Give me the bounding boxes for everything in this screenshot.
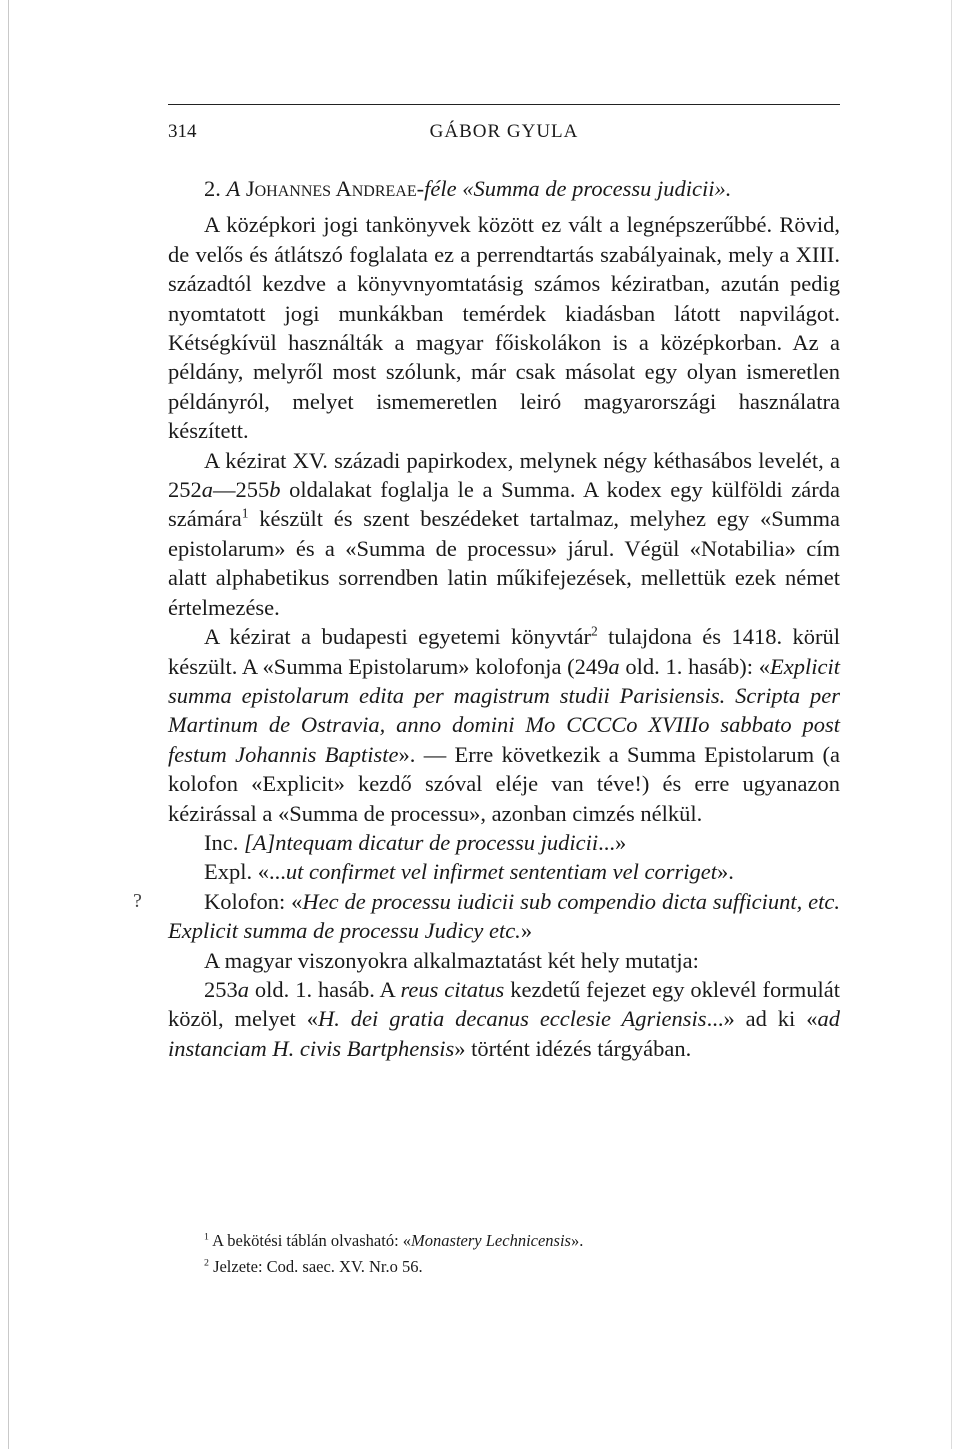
paragraph-2-text: oldalakat foglalja le a Summa. A kodex egy külföldi zárda számára xyxy=(168,477,840,532)
footnotes xyxy=(204,1228,824,1280)
footnote-ref-2[interactable]: 2 xyxy=(590,623,598,639)
paragraph-3-text: tulajdona és 1418. körül készült. A «Summa Epistolarum» kolofonja (249 xyxy=(168,624,841,679)
explicit-label: Expl. «... xyxy=(204,859,286,885)
section-title-work: «Summa de processu judicii». xyxy=(462,176,732,201)
kolofon-label: Kolofon: « xyxy=(204,888,303,914)
paragraph-5-text: 253 xyxy=(204,976,238,1002)
paragraph-5-italic: reus citatus xyxy=(400,976,505,1002)
paragraph-2 xyxy=(168,446,840,622)
footnote-text: A bekötési táblán olvasható: « xyxy=(212,1231,412,1250)
section-title-name: Johannes Andreae xyxy=(245,176,417,201)
paragraph-3-text: A kézirat a budapesti egyetemi könyvtár xyxy=(204,624,591,650)
running-title: GÁBOR GYULA xyxy=(429,121,579,142)
colophon-quote: Explicit summa epistolarum edita per magistrum studii Parisiensis. Scripta per Martinum de Ostravia, anno domini Mo CCCCo XVIIIo sabbato post festum Johannis Baptiste xyxy=(168,653,840,767)
paragraph-2-text: A kézirat XV. századi papirkodex, melynek négy kéthasábos levelét, a 252 xyxy=(168,447,840,503)
explicit-line xyxy=(168,857,840,886)
paragraph-2-italic: a xyxy=(201,477,213,503)
paragraph-5-italic: a xyxy=(237,976,249,1002)
paragraph-2-text: készült és szent beszédeket tartalmaz, melyhez egy «Summa epistolarum» és a «Summa de processu» járul. Végül «Notabilia» cím alatt alphabetikus sorrendben latin műkifejezések, mellettük ezek német értelmezése. xyxy=(168,506,840,620)
incipit-end: ...» xyxy=(598,829,627,855)
paragraph-5-italic: ad instanciam H. civis Bartphensis xyxy=(168,1006,840,1061)
section-title-article: A xyxy=(226,176,241,201)
paragraph-5 xyxy=(168,975,840,1063)
incipit-label: Inc. xyxy=(204,829,244,855)
paragraph-5-text: kezdetű fejezet egy oklevél formulát közöl, melyet « xyxy=(168,976,840,1032)
footnote-text: Jelzete: Cod. saec. XV. Nr.o 56. xyxy=(213,1257,423,1276)
paragraph-1: A középkori jogi tankönyvek között ez vált a legnépszerűbbé. Rövid, de velős és átlátszó foglalata ez a perrendtartás szabályainak, mely a XIII. századtól kezdve a könyvnyomtatásig számos kéziratban, azután pedig nyomtatott jogi munkákban temérdek kiadásban látott napvilágot. Kétségkívül használták a magyar főiskolákon is a középkorban. Az a példány, melyről most szólunk, már csak másolat egy olyan ismeretlen példányról, melyet ismemeretlen leiró magyarországi használatra készített. xyxy=(168,212,840,444)
scan-edge-left xyxy=(8,0,9,1449)
explicit-text: ut confirmet vel infirmet sententiam vel corriget xyxy=(285,859,718,885)
section-title xyxy=(168,174,840,203)
paragraph-5-text: old. 1. hasáb. A xyxy=(249,976,401,1002)
footnote-mark: 2 xyxy=(204,1257,209,1269)
paragraph-5-text: » történt idézés tárgyában. xyxy=(454,1035,692,1061)
paragraph-3-text: old. 1. hasáb): « xyxy=(619,653,771,679)
footnote-italic: Monastery Lechnicensis xyxy=(411,1231,571,1250)
paragraph-3 xyxy=(168,622,840,828)
paragraph-5-text: ...» ad ki « xyxy=(706,1006,818,1032)
incipit-line xyxy=(168,828,840,857)
scan-edge-right xyxy=(951,0,952,1449)
body-text xyxy=(168,174,840,1063)
paragraph-4: A magyar viszonyokra alkalmaztatást két hely mutatja: xyxy=(204,947,699,973)
footnote-text: ». xyxy=(570,1231,584,1250)
incipit-text: [A]ntequam dicatur de processu judicii xyxy=(243,829,599,855)
kolofon-text: Hec de processu iudicii sub compendio dicta sufficiunt, etc. Explicit summa de processu Judicy etc. xyxy=(168,888,840,944)
section-title-suffix: -féle xyxy=(416,176,457,201)
footnote-1 xyxy=(204,1228,824,1254)
page-number: 314 xyxy=(168,121,197,142)
kolofon-line xyxy=(168,887,840,946)
footnote-2 xyxy=(204,1254,824,1280)
kolofon-end: » xyxy=(520,918,533,944)
paragraph-5-italic: H. dei gratia decanus ecclesie Agriensis xyxy=(317,1006,707,1032)
margin-annotation: ? xyxy=(133,890,142,912)
footnote-mark: 1 xyxy=(204,1231,209,1243)
footnote-ref-1[interactable]: 1 xyxy=(241,505,249,521)
page-header xyxy=(168,104,840,153)
paragraph-2-italic: b xyxy=(269,477,281,503)
paragraph-3-italic: a xyxy=(608,653,620,679)
explicit-end: ». xyxy=(717,859,734,885)
paragraph-3-text: ». — Erre következik a Summa Epistolarum (a kolofon «Explicit» kezdő szóval eléje van téve!) és erre ugyanazon kézirással a «Summa de processu», azonban cimzés nélkül. xyxy=(168,741,840,826)
paragraph-2-text: —255 xyxy=(213,477,270,503)
section-number: 2. xyxy=(204,176,221,201)
